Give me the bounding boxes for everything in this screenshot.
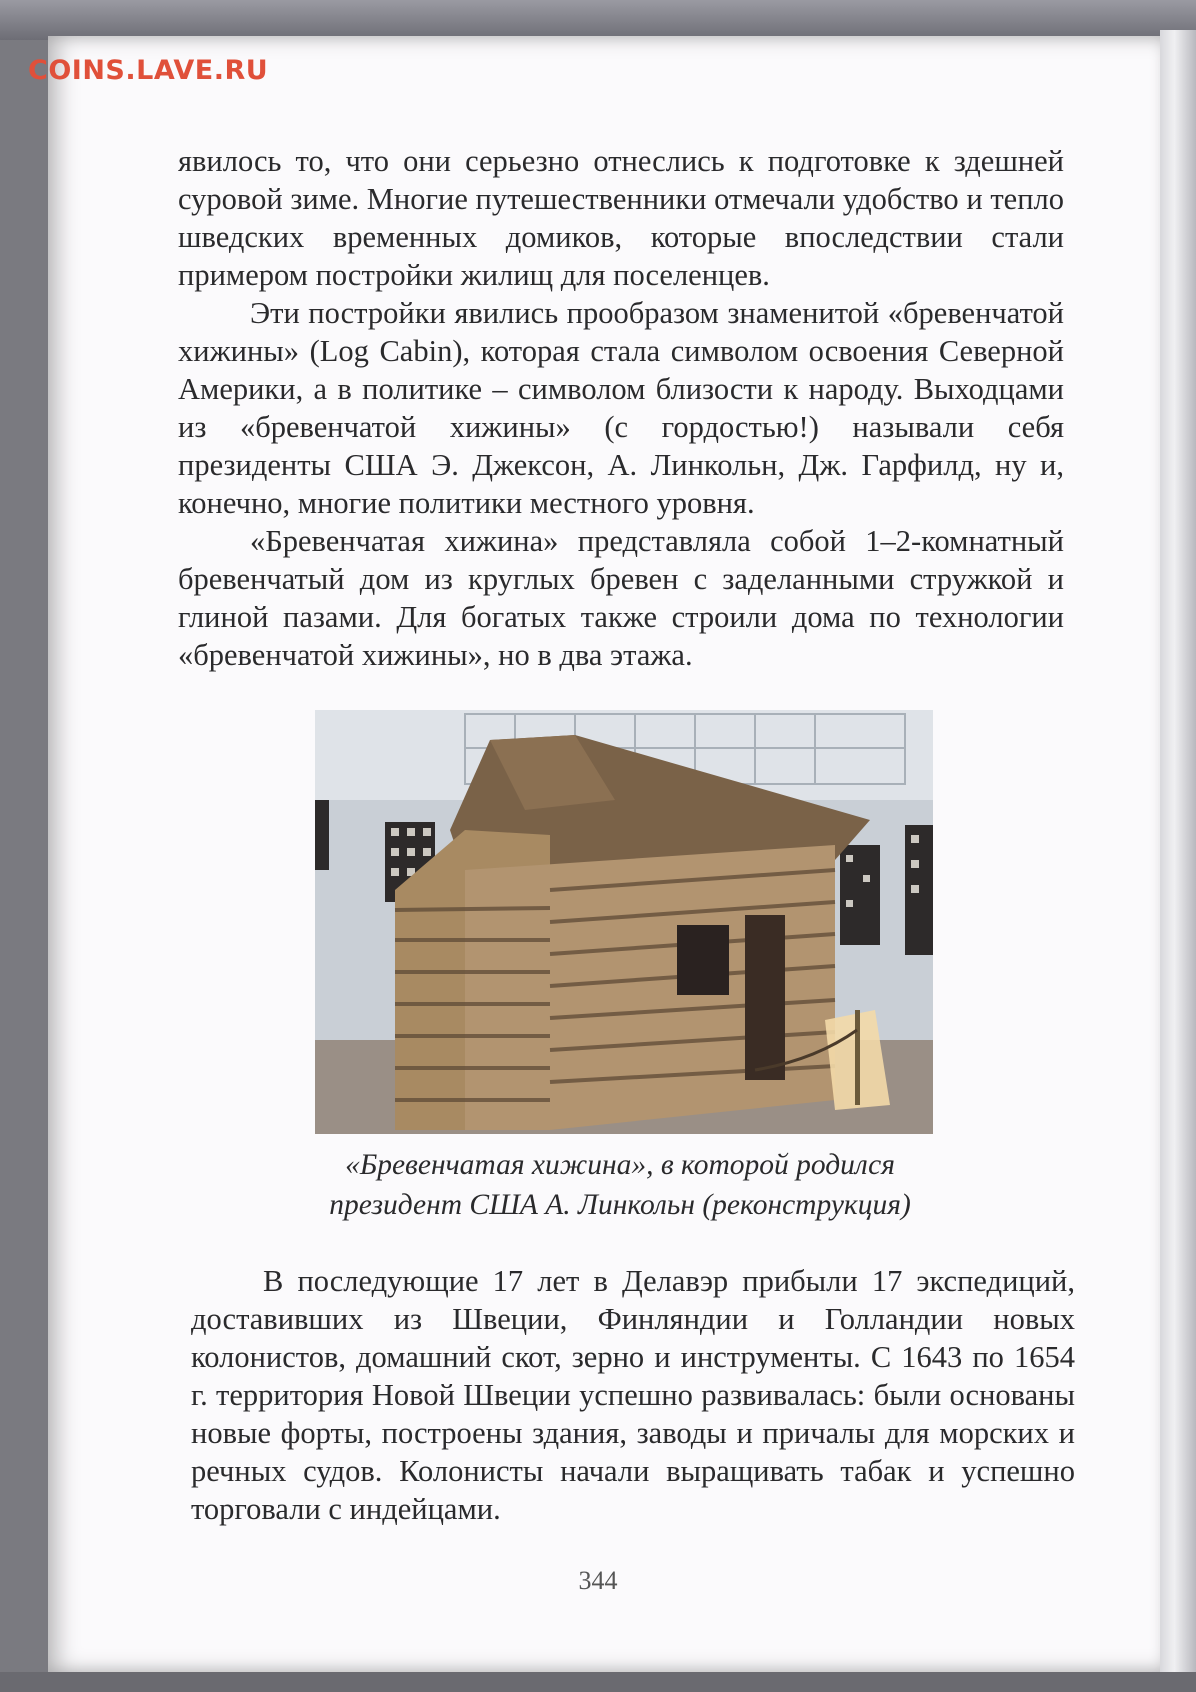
cabin-window bbox=[677, 925, 729, 995]
scan-background-top bbox=[0, 0, 1196, 40]
paragraph: явилось то, что они серьезно отнеслись к подготовке к здешней суровой зиме. Многие путешественники отмечали удобство и тепло шведских временных домиков, которые впоследствии стали примером постройки жилищ для поселенцев. bbox=[178, 144, 1064, 292]
paragraph: «Бревенчатая хижина» представляла собой 1–2-комнатный бревенчатый дом из круглых бревен с заделанными стружкой и глиной пазами. Для богатых также строили дома по технологии «бревенчатой хижины», но в два этажа. bbox=[178, 524, 1064, 672]
log-cabin-illustration bbox=[315, 710, 933, 1134]
paragraph: Эти постройки явились прообразом знаменитой «бревенчатой хижины» (Log Cabin), которая стала символом освоения Северной Америки, а в политике – символом близости к народу. Выходцами из «бревенчатой хижины» (с гордостью!) называли себя президенты США Э. Джексон, А. Линкольн, Дж. Гарфилд, ну и, конечно, многие политики местного уровня. bbox=[178, 296, 1064, 520]
body-text-top bbox=[178, 142, 1064, 674]
cabin-door bbox=[745, 915, 785, 1080]
page-edge bbox=[1160, 30, 1196, 1680]
paragraph: В последующие 17 лет в Делавэр прибыли 17 экспедиций, доставивших из Швеции, Финляндии и Голландии новых колонистов, домашний скот, зерно и инструменты. С 1643 по 1654 г. территория Новой Швеции успешно развивалась: были основаны новые форты, построены здания, заводы и причалы для морских и речных судов. Колонисты начали выращивать табак и успешно торговали с индейцами. bbox=[191, 1264, 1075, 1526]
body-text-bottom bbox=[191, 1262, 1075, 1528]
log-cabin-photo bbox=[315, 710, 933, 1134]
watermark: COINS.LAVE.RU bbox=[28, 55, 269, 86]
caption-line-1: «Бревенчатая хижина», в которой родился bbox=[345, 1149, 895, 1181]
scan-background-bottom bbox=[0, 1672, 1196, 1692]
caption-line-2: президент США А. Линкольн (реконструкция) bbox=[329, 1189, 911, 1221]
page-number: 344 bbox=[578, 1566, 618, 1595]
photo-caption bbox=[260, 1145, 980, 1225]
